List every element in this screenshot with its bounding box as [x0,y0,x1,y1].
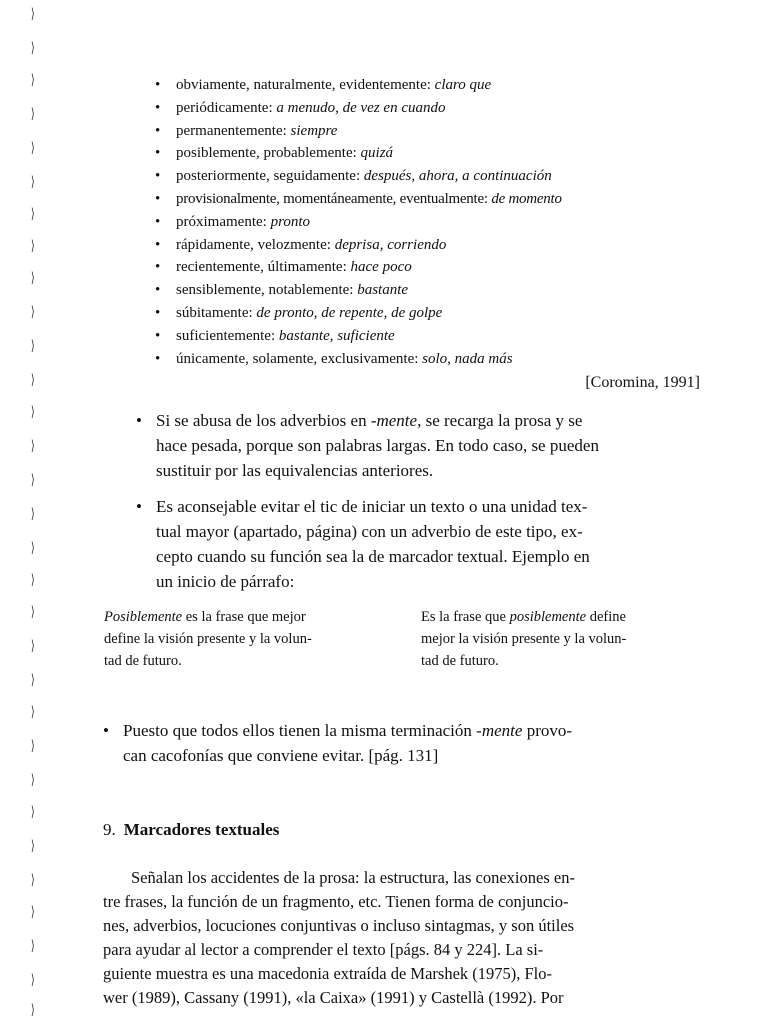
citation: [Coromina, 1991] [585,374,700,391]
bullet-dot: • [136,497,142,516]
adverb-equivalence-list [160,74,562,370]
list-item: • posteriormente, seguidamente: después, ahora, a continuación [160,165,562,188]
list-item: • provisionalmente, momentáneamente, eventualmente: de momento [160,188,562,211]
list-item: • periódicamente: a menudo, de vez en cuando [160,97,562,120]
section-number: 9. [103,820,116,839]
bullet-avoid-tic: • Es aconsejable evitar el tic de iniciar un texto o una unidad tex- tual mayor (apartado, página) con un adverbio de este tipo, ex- cepto cuando su función sea la de marcador textual. Ejemplo en un inicio de párrafo: [156,494,701,594]
list-item: • rápidamente, velozmente: deprisa, corriendo [160,234,562,257]
list-item: • suficientemente: bastante, suficiente [160,325,562,348]
list-item: • únicamente, solamente, exclusivamente: solo, nada más [160,348,562,371]
margin-marks: ⟩ ⟩ ⟩ ⟩ ⟩ ⟩ ⟩ ⟩ ⟩ ⟩ ⟩ ⟩ ⟩ ⟩ ⟩ ⟩ ⟩ ⟩ ⟩ ⟩ ⟩ ⟩ ⟩ ⟩ ⟩ ⟩ ⟩ ⟩ ⟩ ⟩ ⟩ [30,7,35,1018]
example-before: Posiblemente es la frase que mejor define la visión presente y la volun- tad de futuro. [104,609,312,669]
list-item: • permanentemente: siempre [160,120,562,143]
bullet-dot: • [136,411,142,430]
section-title: Marcadores textuales [123,820,280,839]
list-item: • próximamente: pronto [160,211,562,234]
list-item: • sensiblemente, notablemente: bastante [160,279,562,302]
example-after: Es la frase que posiblemente define mejor la visión presente y la volun- tad de futuro. [421,609,627,669]
bullet-cacophony: • Puesto que todos ellos tienen la misma terminación -mente provo- can cacofonías que conviene evitar. [pág. 131] [123,718,703,768]
list-item: • posiblemente, probablemente: quizá [160,142,562,165]
bullet-dot: • [103,721,109,740]
section-heading [103,818,279,842]
body-paragraph: Señalan los accidentes de la prosa: la estructura, las conexiones en- tre frases, la función de un fragmento, etc. Tienen forma de conjuncio- nes, adverbios, locuciones conjuntivas o incluso sintagmas, y son útiles para ayudar al lector a comprender el texto [págs. 84 y 224]. La si- guiente muestra es una macedonia extraída de Marshek (1975), Flo- wer (1989), Cassany (1991), «la Caixa» (1991) y Castellà (1992). Por [103,868,575,1007]
list-item: • recientemente, últimamente: hace poco [160,256,562,279]
bullet-abuse-adverbs: • Si se abusa de los adverbios en -mente, se recarga la prosa y se hace pesada, porque son palabras largas. En todo caso, se pueden sustituir por las equivalencias anteriores. [156,408,701,483]
list-item: • obviamente, naturalmente, evidentemente: claro que [160,74,562,97]
list-item: • súbitamente: de pronto, de repente, de golpe [160,302,562,325]
